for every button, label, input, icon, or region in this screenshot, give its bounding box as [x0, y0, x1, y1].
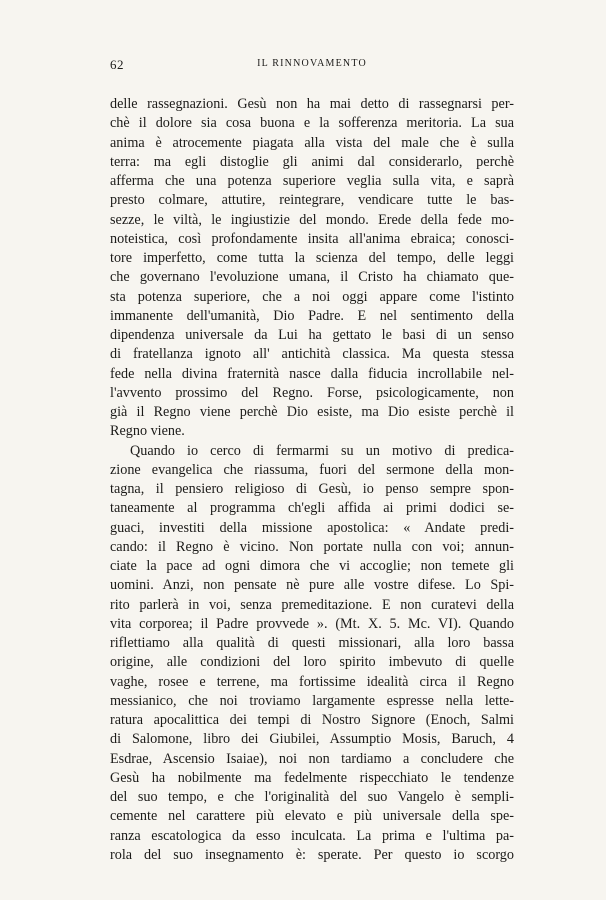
paragraph [110, 95, 514, 442]
text-line: che governano l'evoluzione umana, il Cristo ha chiamato que- [110, 269, 514, 286]
text-line: delle rassegnazioni. Gesù non ha mai detto di rassegnarsi per- [110, 96, 514, 112]
text-line: chè il dolore sia cosa buona e la sofferenza meritoria. La sua [110, 115, 514, 132]
text-line: tore imperfetto, come tutta la scienza del tempo, delle leggi [110, 250, 514, 266]
text-line: ranza escatologica da esso inculcata. La prima e l'ultima pa- [110, 827, 514, 844]
running-head: IL RINNOVAMENTO [257, 58, 367, 69]
body-text [110, 95, 514, 865]
text-line: origine, alle condizioni del loro spirito imbevuto di quelle [110, 654, 514, 671]
text-line: Gesù ha nobilmente ma fedelmente rispecchiato le tendenze [110, 769, 514, 786]
text-line: uomini. Anzi, non pensate nè pure alle vostre difese. Lo Spi- [110, 577, 514, 594]
text-line: Esdrae, Ascensio Isaiae), noi non tardiamo a concludere che [110, 750, 514, 767]
text-line: afferma che una potenza superiore veglia sulla vita, e saprà [110, 173, 514, 189]
paragraph [110, 442, 514, 866]
text-line: Quando io cerco di fermarmi su un motivo di predica- [130, 442, 514, 459]
text-line: cemente nel carattere più elevato e più universale della spe- [110, 808, 514, 825]
text-line: noteistica, così profondamente insita all'anima ebraica; conosci- [110, 230, 514, 247]
text-line: ciate la pace ad ogni dimora che vi accoglie; non temete gli [110, 558, 514, 574]
page-number: 62 [110, 57, 124, 72]
text-line: rola del suo insegnamento è: sperate. Per questo io scorgo [110, 846, 514, 863]
text-line: Regno viene. [110, 423, 185, 440]
text-line: sta potenza superiore, che a noi oggi appare come l'istinto [110, 288, 514, 305]
text-line: l'avvento prossimo del Regno. Forse, psicologicamente, non [110, 384, 514, 401]
text-line: messianico, che noi troviamo largamente espresse nella lette- [110, 692, 514, 709]
text-line: vita corporea; il Padre provvede ». (Mt. X. 5. Mc. VI). Quando [110, 615, 514, 632]
text-line: tagna, il pensiero religioso di Gesù, io penso sempre spon- [110, 481, 514, 497]
text-line: vaghe, rosee e terrene, ma fortissime idealità circa il Regno [110, 673, 514, 690]
text-line: immanente dell'umanità, Dio Padre. E nel sentimento della [110, 307, 514, 324]
text-line: taneamente al programma ch'egli affida ai primi dodici se- [110, 500, 514, 517]
text-line: zione evangelica che riassuma, fuori del sermone della mon- [110, 461, 514, 478]
text-line: terra: ma egli distoglie gli animi dal considerarlo, perchè [110, 153, 514, 170]
text-line: di Salomone, libro dei Giubilei, Assumptio Mosis, Baruch, 4 [110, 731, 514, 748]
text-line: rito parlerà in voi, senza premeditazione. E non curatevi della [110, 596, 514, 613]
text-line: anima è atrocemente piagata alla vista del male che è sulla [110, 134, 514, 151]
text-line: già il Regno viene perchè Dio esiste, ma Dio esiste perchè il [110, 404, 514, 420]
text-line: cando: il Regno è vicino. Non portate nulla con voi; annun- [110, 538, 514, 555]
text-line: fede nella divina fraternità nasce dalla fiducia incrollabile nel- [110, 365, 514, 382]
text-line: riflettiamo alla qualità di questi missionari, alla loro bassa [110, 635, 514, 651]
text-line: guaci, investiti della missione apostolica: « Andate predi- [110, 519, 514, 536]
text-line: dipendenza universale da Lui ha gettato le basi di un senso [110, 327, 514, 343]
page-header [110, 57, 514, 79]
text-line: del suo tempo, e che l'originalità del suo Vangelo è sempli- [110, 789, 514, 805]
text-line: sezze, le viltà, le ingiustizie del mondo. Erede della fede mo- [110, 211, 514, 228]
text-line: presto colmare, attutire, reintegrare, vendicare tutte le bas- [110, 192, 514, 209]
text-line: di fratellanza ignoto all' antichità classica. Ma questa stessa [110, 346, 514, 363]
text-line: ratura apocalittica dei tempi di Nostro Signore (Enoch, Salmi [110, 712, 514, 728]
